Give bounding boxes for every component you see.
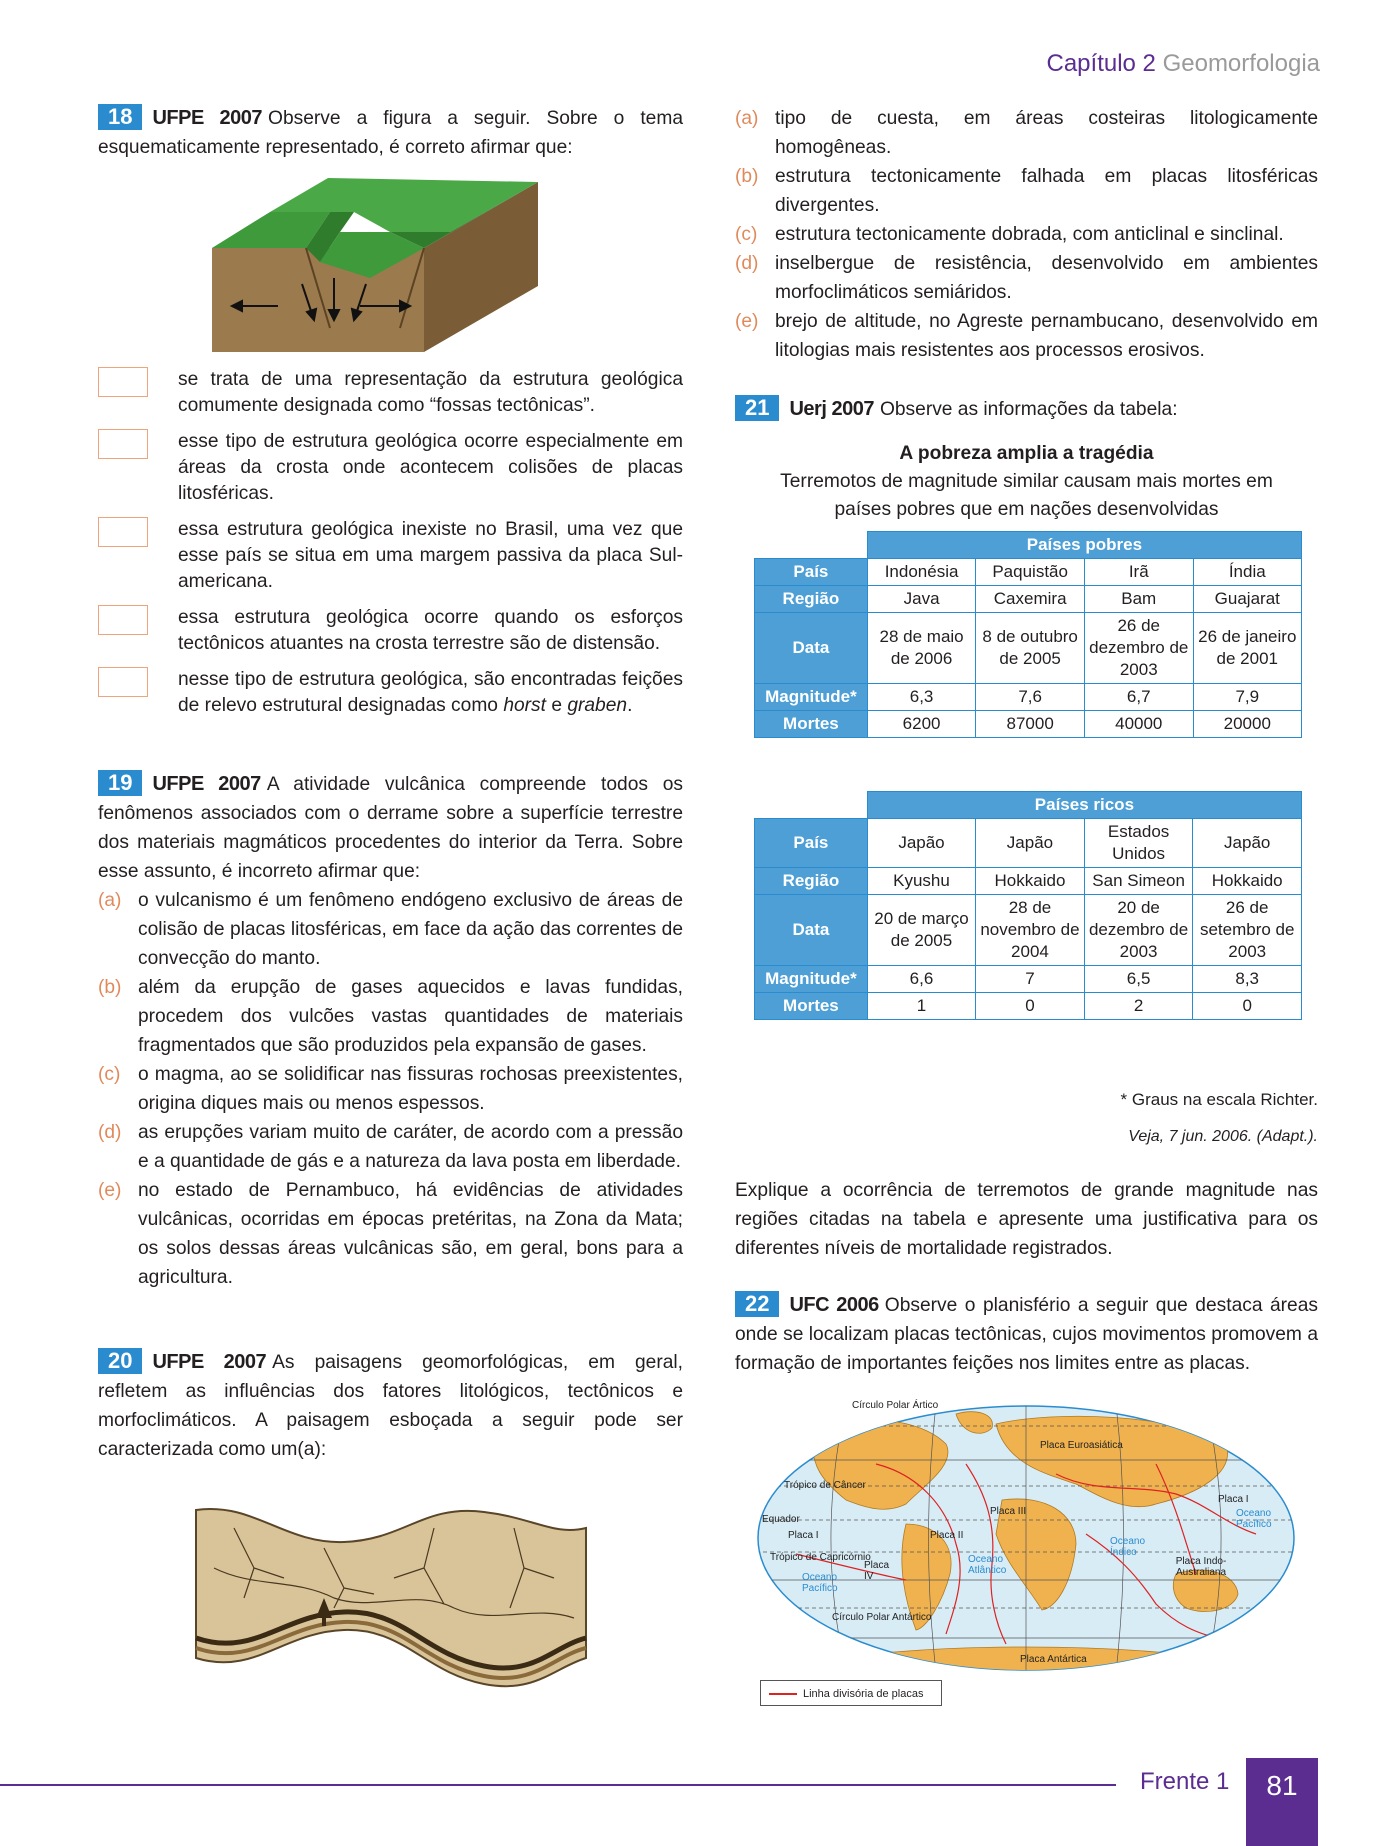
table-cell: San Simeon [1084, 868, 1193, 895]
page-number: 81 [1246, 1758, 1318, 1846]
group-header-poor: Países pobres [867, 532, 1301, 559]
checkbox[interactable] [98, 605, 148, 635]
option-text: estrutura tectonicamente dobrada, com anticlinal e sinclinal. [775, 224, 1284, 245]
row-header: Data [755, 613, 868, 684]
table-cell: 6,3 [867, 684, 976, 711]
map-label: Oceano Atlântico [968, 1554, 1007, 1576]
fold-body [196, 1509, 586, 1686]
legend-label: Linha divisória de placas [803, 1688, 924, 1700]
table-cell: Indonésia [867, 559, 976, 586]
table-title: A pobreza amplia a tragédia [899, 443, 1154, 464]
map-label: Placa Euroasiática [1040, 1440, 1123, 1451]
q22-number: 22 [735, 1291, 779, 1317]
q18-item-text: essa estrutura geológica inexiste no Brasil, uma vez que esse país se situa em uma margem passiva da placa Sul-americana. [178, 519, 683, 592]
map-label: Placa II [930, 1530, 964, 1541]
graben-term: graben [567, 695, 628, 716]
table-cell: Kyushu [867, 868, 975, 895]
table-cell: 1 [867, 993, 975, 1020]
q18-item [98, 605, 683, 657]
q20-option-b[interactable] [735, 162, 1318, 220]
map-label: Placa Indo-Australiana [1175, 1556, 1227, 1578]
graben-figure [210, 168, 540, 354]
chapter-label: Capítulo 2 [1046, 50, 1156, 77]
table-cell: 87000 [976, 711, 1085, 738]
option-letter: (a) [735, 108, 759, 129]
table-cell: 6,5 [1084, 966, 1193, 993]
table-cell: 7,9 [1193, 684, 1301, 711]
map-label: Círculo Polar Antártico [832, 1612, 932, 1623]
map-label: Equador [762, 1514, 800, 1525]
q18-stem: Observe a figura a seguir. Sobre o tema esquematicamente representado, é correto afirmar que: [98, 108, 683, 158]
q18-item5-text: nesse tipo de estrutura geológica, são encontradas feições de relevo estrutural designadas como [178, 669, 683, 716]
q20-options [735, 104, 1318, 365]
row-header: Região [755, 868, 868, 895]
checkbox[interactable] [98, 667, 148, 697]
table-cell: 0 [976, 993, 1085, 1020]
table-cell: 7 [976, 966, 1085, 993]
q20-option-e[interactable] [735, 307, 1318, 365]
row-header: Data [755, 895, 868, 966]
table-cell: Hokkaido [1193, 868, 1302, 895]
option-letter: (e) [735, 311, 759, 332]
checkbox[interactable] [98, 517, 148, 547]
option-letter: (c) [735, 224, 758, 245]
q18-item [98, 429, 683, 507]
map-label: Oceano Pacífico [802, 1572, 838, 1594]
table-cell: 26 de dezembro de 2003 [1084, 613, 1193, 684]
q18-number: 18 [98, 104, 142, 130]
table-rich-countries [754, 791, 1302, 1020]
q20-option-d[interactable] [735, 249, 1318, 307]
q19-option-b[interactable] [98, 973, 683, 1060]
map-label: Placa IV [864, 1560, 890, 1582]
q19-number: 19 [98, 770, 142, 796]
option-text: o vulcanismo é um fenômeno endógeno exclusivo de áreas de colisão de placas litosféricas, em face da ação das correntes de convecção do manto. [138, 890, 683, 969]
option-text: tipo de cuesta, em áreas costeiras litologicamente homogêneas. [775, 108, 1318, 158]
q22-stem-block [735, 1291, 1318, 1378]
group-header-rich: Países ricos [867, 792, 1301, 819]
table-cell: 20 de março de 2005 [867, 895, 975, 966]
q18-item [98, 367, 683, 419]
table-cell: 26 de setembro de 2003 [1193, 895, 1302, 966]
option-letter: (a) [98, 890, 122, 911]
table-cell: Paquistão [976, 559, 1085, 586]
table-caption [735, 440, 1318, 524]
map-label: Placa III [990, 1506, 1027, 1517]
q21-number: 21 [735, 395, 779, 421]
q18-source: UFPE 2007 [152, 107, 263, 129]
q19-option-e[interactable] [98, 1176, 683, 1292]
row-header: Magnitude* [755, 684, 868, 711]
option-text: o magma, ao se solidificar nas fissuras rochosas preexistentes, origina diques mais ou menos espessos. [138, 1064, 683, 1114]
q19-option-c[interactable] [98, 1060, 683, 1118]
row-header: Mortes [755, 993, 868, 1020]
map-label: Círculo Polar Ártico [852, 1400, 939, 1411]
option-letter: (b) [735, 166, 759, 187]
table-cell: Irã [1084, 559, 1193, 586]
table-cell: 6,7 [1084, 684, 1193, 711]
row-header: País [755, 819, 868, 868]
table-cell: 20 de dezembro de 2003 [1084, 895, 1193, 966]
plate-boundary-legend-icon [769, 1693, 797, 1695]
table-cell: 0 [1193, 993, 1302, 1020]
q19-stem: A atividade vulcânica compreende todos os fenômenos associados com o derrame sobre a superfície terrestre dos materiais magmáticos procedentes do interior da Terra. Sobre esse assunto, é incorreto afirmar que: [98, 774, 684, 882]
q20-option-c[interactable] [735, 220, 1318, 249]
table-citation: Veja, 7 jun. 2006. (Adapt.). [1128, 1128, 1318, 1145]
q18-items [98, 367, 683, 729]
q20-stem-block [98, 1348, 683, 1464]
q18-item-text: essa estrutura geológica ocorre quando os esforços tectônicos atuantes na crosta terrestre são de distensão. [178, 607, 683, 654]
table-cell: Java [867, 586, 976, 613]
map-label: Oceano Índico [1110, 1536, 1146, 1558]
option-letter: (b) [98, 977, 122, 998]
option-letter: (c) [98, 1064, 121, 1085]
folded-landscape-figure [194, 1508, 588, 1698]
row-header: Mortes [755, 711, 868, 738]
table-cell: 28 de novembro de 2004 [976, 895, 1085, 966]
table-footnote: * Graus na escala Richter. [1120, 1090, 1318, 1109]
table-cell: 6,6 [867, 966, 975, 993]
q19-option-a[interactable] [98, 886, 683, 973]
map-label: Placa I [1218, 1494, 1249, 1505]
table-cell: 8,3 [1193, 966, 1302, 993]
table-cell: 2 [1084, 993, 1193, 1020]
q21-question: Explique a ocorrência de terremotos de grande magnitude nas regiões citadas na tabela e apresente uma justificativa para os diferentes níveis de mortalidade registrados. [735, 1180, 1318, 1259]
table-cell: Caxemira [976, 586, 1085, 613]
table-cell: 26 de janeiro de 2001 [1193, 613, 1301, 684]
table-cell: Guajarat [1193, 586, 1301, 613]
option-letter: (e) [98, 1180, 122, 1201]
horst-term: horst [503, 695, 546, 716]
q20-source: UFPE 2007 [152, 1351, 267, 1373]
q18-item5-mid: e [545, 695, 568, 716]
q21-source: Uerj 2007 [789, 398, 874, 420]
q20-number: 20 [98, 1348, 142, 1374]
map-legend [760, 1680, 942, 1706]
q21-stem: Observe as informações da tabela: [879, 399, 1178, 420]
map-label: Oceano Pacífico [1236, 1508, 1272, 1530]
option-text: no estado de Pernambuco, há evidências de atividades vulcânicas, ocorridas em épocas pretéritas, na Zona da Mata; os solos dessas áreas vulcânicas são, em geral, bons para a agricultura. [138, 1180, 683, 1288]
row-header: Magnitude* [755, 966, 868, 993]
table-subtitle: Terremotos de magnitude similar causam mais mortes em países pobres que em nações desenvolvidas [780, 471, 1273, 520]
map-label: Placa I [788, 1530, 819, 1541]
table-cell: 8 de outubro de 2005 [976, 613, 1085, 684]
option-text: além da erupção de gases aquecidos e lavas fundidas, procedem dos vulcões vastas quantidades de materiais fragmentados que são produzidos pela expansão de gases. [138, 977, 683, 1056]
table-cell: Japão [1193, 819, 1302, 868]
table-cell: Japão [867, 819, 975, 868]
q19-block [98, 770, 683, 1292]
checkbox[interactable] [98, 367, 148, 397]
q19-source: UFPE 2007 [152, 773, 261, 795]
option-letter: (d) [98, 1122, 122, 1143]
table-cell: Japão [976, 819, 1085, 868]
table-cell: 6200 [867, 711, 976, 738]
option-text: estrutura tectonicamente falhada em placas litosféricas divergentes. [775, 166, 1318, 216]
q22-source: UFC 2006 [789, 1294, 879, 1316]
chapter-header [1047, 50, 1321, 78]
q18-item [98, 517, 683, 595]
q22-stem: Observe o planisfério a seguir que destaca áreas onde se localizam placas tectônicas, cujos movimentos promovem a formação de importantes feições nos limites entre as placas. [735, 1295, 1318, 1374]
option-text: inselbergue de resistência, desenvolvido em ambientes morfoclimáticos semiáridos. [775, 253, 1318, 303]
row-header: Região [755, 586, 868, 613]
q18-item5-end: . [627, 695, 633, 716]
option-letter: (d) [735, 253, 759, 274]
footer-rule [0, 1784, 1116, 1786]
q21-stem-block [735, 395, 1318, 424]
q18-item-text: se trata de uma representação da estrutura geológica comumente designada como “fossas tectônicas”. [178, 369, 683, 416]
table-cell: Estados Unidos [1084, 819, 1193, 868]
map-label: Trópico de Capricórnio [770, 1552, 871, 1563]
q20-stem: As paisagens geomorfológicas, em geral, refletem as influências dos fatores litológicos, tectônicos e morfoclimáticos. A paisagem esboçada a seguir pode ser caracterizada como um(a): [98, 1352, 683, 1460]
frente-label: Frente 1 [1140, 1768, 1230, 1795]
q20-option-a[interactable] [735, 104, 1318, 162]
table-poor-countries [754, 531, 1302, 738]
map-label: Trópico de Câncer [784, 1480, 866, 1491]
q18-item-text: esse tipo de estrutura geológica ocorre especialmente em áreas da crosta onde acontecem colisões de placas litosféricas. [178, 431, 683, 504]
q18-item [98, 667, 683, 719]
table-cell: 7,6 [976, 684, 1085, 711]
row-header: País [755, 559, 868, 586]
world-plates-map [756, 1400, 1296, 1672]
table-cell: Bam [1084, 586, 1193, 613]
subject-label: Geomorfologia [1162, 50, 1320, 77]
table-cell: Índia [1193, 559, 1301, 586]
table-cell: Hokkaido [976, 868, 1085, 895]
table-cell: 28 de maio de 2006 [867, 613, 976, 684]
map-label: Placa Antártica [1020, 1654, 1087, 1665]
map-svg [756, 1404, 1296, 1672]
q19-option-d[interactable] [98, 1118, 683, 1176]
table-cell: 20000 [1193, 711, 1301, 738]
q18-stem-block [98, 104, 683, 162]
q19-stem-block [98, 770, 683, 886]
option-text: as erupções variam muito de caráter, de acordo com a pressão e a quantidade de gás e a natureza da lava posta em liberdade. [138, 1122, 683, 1172]
checkbox[interactable] [98, 429, 148, 459]
table-cell: 40000 [1084, 711, 1193, 738]
option-text: brejo de altitude, no Agreste pernambucano, desenvolvido em litologias mais resistentes aos processos erosivos. [775, 311, 1318, 361]
